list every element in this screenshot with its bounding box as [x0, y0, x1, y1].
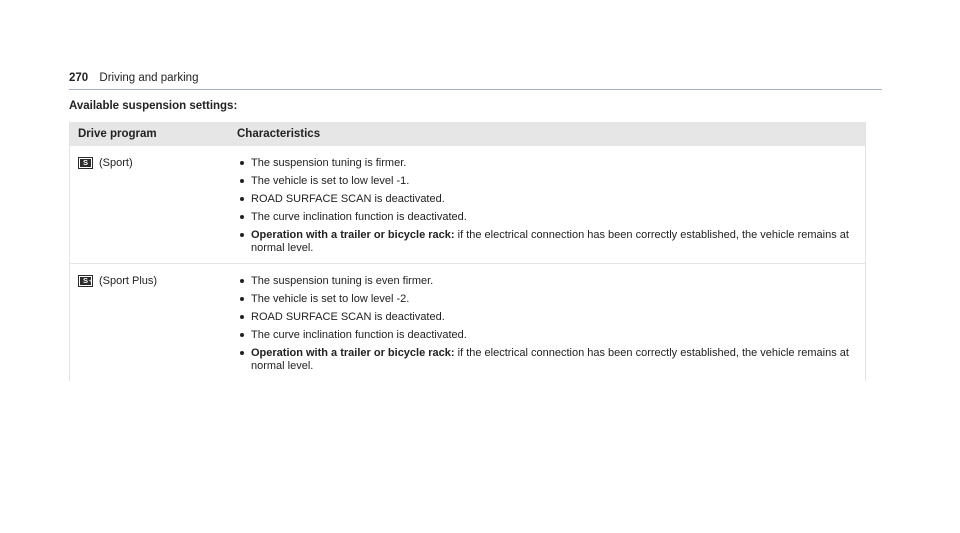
list-item: The curve inclination function is deactivated. [237, 329, 865, 342]
list-item: The vehicle is set to low level -2. [237, 293, 865, 306]
list-item: The suspension tuning is even firmer. [237, 275, 865, 288]
drive-program-label: (Sport) [99, 157, 133, 169]
list-item: The curve inclination function is deactivated. [237, 211, 865, 224]
section-title: Driving and parking [99, 72, 199, 84]
drive-program-cell [70, 264, 237, 381]
drive-program-label: (Sport Plus) [99, 275, 158, 287]
list-item: Operation with a trailer or bicycle rack: if the electrical connection has been correctly established, the vehicle remains at normal level. [237, 229, 865, 255]
column-header-drive-program: Drive program [78, 128, 157, 140]
list-item: The suspension tuning is firmer. [237, 157, 865, 170]
drive-program-cell [70, 146, 237, 263]
column-header-characteristics: Characteristics [237, 128, 321, 140]
page-header [69, 71, 882, 90]
list-item: Operation with a trailer or bicycle rack: if the electrical connection has been correctly established, the vehicle remains at normal level. [237, 347, 865, 373]
list-item: ROAD SURFACE SCAN is deactivated. [237, 311, 865, 324]
sport-plus-mode-icon: S + [78, 275, 93, 287]
page-number: 270 [69, 72, 89, 84]
list-item: The vehicle is set to low level -1. [237, 175, 865, 188]
characteristics-cell [237, 146, 865, 263]
suspension-settings-table [69, 122, 866, 381]
table-header [70, 122, 865, 146]
sport-mode-icon: S [78, 157, 93, 169]
list-item: ROAD SURFACE SCAN is deactivated. [237, 193, 865, 206]
characteristics-cell [237, 264, 865, 381]
table-row [70, 264, 865, 381]
table-row [70, 146, 865, 264]
section-heading: Available suspension settings: [69, 100, 238, 112]
